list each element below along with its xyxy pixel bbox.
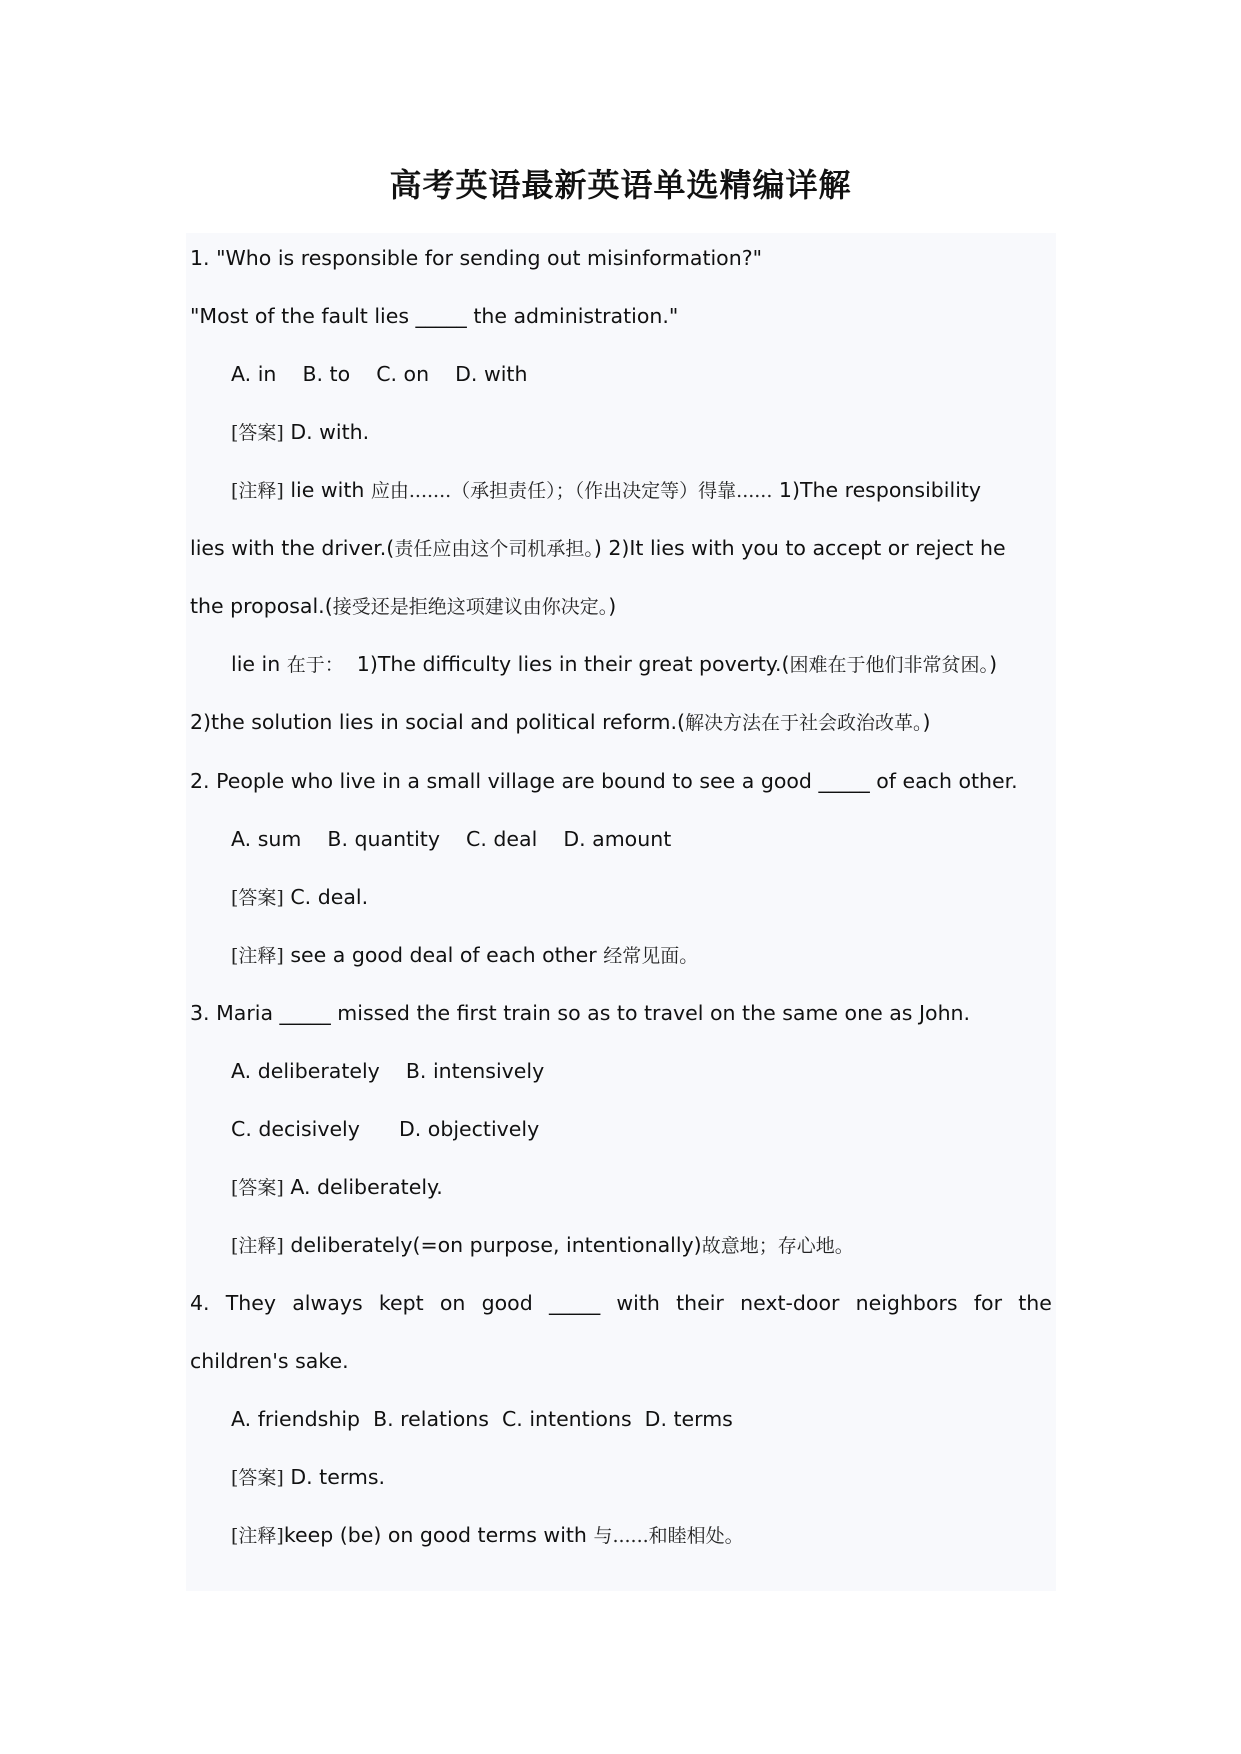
note-text: 2)the solution lies in social and political reform.( xyxy=(190,710,685,734)
note-text: lies with the driver.( xyxy=(190,536,395,560)
q4-note xyxy=(231,1522,744,1549)
q4-answer xyxy=(231,1464,385,1491)
q3-options-line2: C. decisively D. objectively xyxy=(231,1117,540,1141)
note-tag: [注释] xyxy=(231,480,284,502)
stem-word: 4. xyxy=(190,1291,210,1315)
q4-options: A. friendship B. relations C. intentions D. terms xyxy=(231,1407,733,1431)
answer-tag: [答案] xyxy=(231,887,284,909)
note-text: ) xyxy=(922,710,931,734)
answer-tag: [答案] xyxy=(231,422,284,444)
stem-word: the xyxy=(1018,1291,1052,1315)
stem-word: kept xyxy=(378,1291,424,1315)
note-text: 1)The responsibility xyxy=(772,478,982,502)
q3-note xyxy=(231,1232,854,1259)
stem-word: good xyxy=(481,1291,533,1315)
note-chinese: 故意地；存心地。 xyxy=(701,1235,854,1257)
q2-answer xyxy=(231,884,368,911)
q1-note2-line2 xyxy=(190,709,931,736)
q4-stem-line1 xyxy=(190,1290,1052,1316)
note-text: deliberately(=on purpose, intentionally) xyxy=(283,1233,702,1257)
q2-note xyxy=(231,942,698,969)
q1-stem-line1: 1. "Who is responsible for sending out misinformation?" xyxy=(190,246,763,270)
answer-tag: [答案] xyxy=(231,1467,284,1489)
q2-options: A. sum B. quantity C. deal D. amount xyxy=(231,827,672,851)
stem-word: for xyxy=(973,1291,1002,1315)
note-tag: [注释] xyxy=(231,1235,284,1257)
note-chinese: 责任应由这个司机承担。 xyxy=(394,538,594,560)
q1-note2-line1 xyxy=(231,651,997,678)
stem-word: next-door xyxy=(740,1291,840,1315)
note-chinese: 与......和睦相处。 xyxy=(593,1525,744,1547)
note-text: ) xyxy=(608,594,617,618)
note-text: keep (be) on good terms with xyxy=(283,1523,594,1547)
q1-options: A. in B. to C. on D. with xyxy=(231,362,528,386)
stem-word: with xyxy=(616,1291,660,1315)
stem-word: They xyxy=(225,1291,277,1315)
note-chinese: 在于： xyxy=(286,654,344,676)
note-text: 1)The difficulty lies in their great poverty.( xyxy=(343,652,790,676)
note-chinese: 应由.......（承担责任）；（作出决定等）得靠...... xyxy=(370,480,773,502)
q3-answer xyxy=(231,1174,443,1201)
note-tag: [注释] xyxy=(231,945,284,967)
answer-text: D. with. xyxy=(283,420,370,444)
q3-options-line1: A. deliberately B. intensively xyxy=(231,1059,545,1083)
stem-word: _____ xyxy=(548,1291,601,1315)
note-text: see a good deal of each other xyxy=(283,943,604,967)
note-chinese: 接受还是拒绝这项建议由你决定。 xyxy=(332,596,609,618)
q1-note-line2 xyxy=(190,535,1006,562)
q2-stem: 2. People who live in a small village are bound to see a good _____ of each other. xyxy=(190,769,1018,793)
stem-word: their xyxy=(676,1291,724,1315)
stem-word: on xyxy=(439,1291,466,1315)
answer-text: D. terms. xyxy=(283,1465,386,1489)
note-text: ) xyxy=(989,652,998,676)
stem-word: neighbors xyxy=(855,1291,958,1315)
q4-stem-line2: children's sake. xyxy=(190,1349,349,1373)
note-tag: [注释] xyxy=(231,1525,284,1547)
note-text: lie in xyxy=(231,652,287,676)
note-text: ) 2)It lies with you to accept or reject he xyxy=(593,536,1006,560)
answer-text: A. deliberately. xyxy=(283,1175,443,1199)
note-text: lie with xyxy=(283,478,371,502)
answer-text: C. deal. xyxy=(283,885,369,909)
q1-stem-line2: "Most of the fault lies _____ the administration." xyxy=(190,304,679,328)
note-chinese: 解决方法在于社会政治改革。 xyxy=(684,712,923,734)
q3-stem: 3. Maria _____ missed the first train so as to travel on the same one as John. xyxy=(190,1001,971,1025)
document-title: 高考英语最新英语单选精编详解 xyxy=(389,166,852,204)
q1-note-line3 xyxy=(190,593,616,620)
q1-note-line1 xyxy=(231,477,981,504)
note-chinese: 经常见面。 xyxy=(603,945,699,967)
q1-answer xyxy=(231,419,369,446)
stem-word: always xyxy=(292,1291,363,1315)
note-chinese: 困难在于他们非常贫困。 xyxy=(789,654,990,676)
note-text: the proposal.( xyxy=(190,594,333,618)
answer-tag: [答案] xyxy=(231,1177,284,1199)
